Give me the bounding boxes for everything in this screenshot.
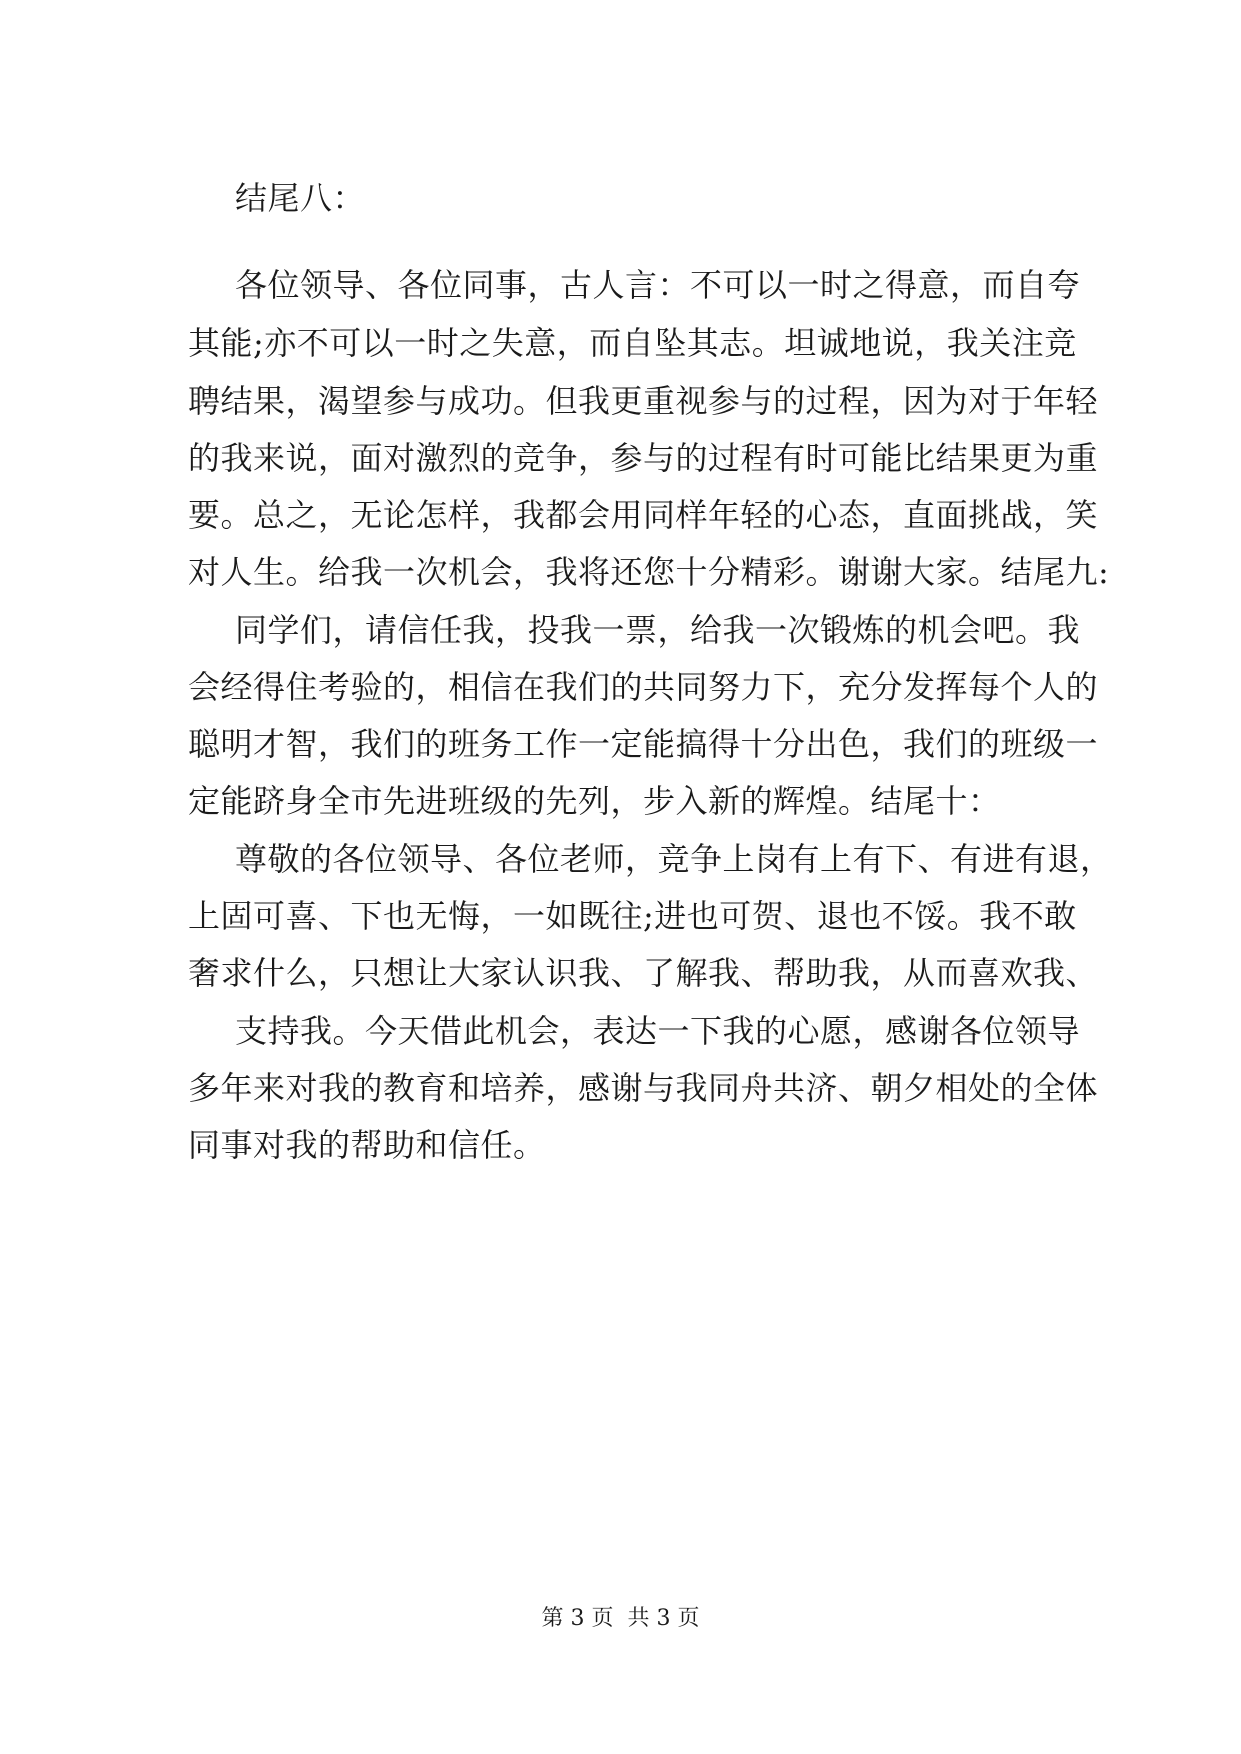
page-footer: 第 3 页 共 3 页 <box>541 1606 700 1631</box>
paragraph-line: 聪明才智，我们的班务工作一定能搞得十分出色，我们的班级一 <box>188 725 1099 763</box>
paragraph-line: 聘结果，渴望参与成功。但我更重视参与的过程，因为对于年轻 <box>188 382 1099 420</box>
paragraph-line: 上固可喜、下也无悔，一如既往;进也可贺、退也不馁。我不敢 <box>188 897 1077 935</box>
paragraph-line: 的我来说，面对激烈的竞争，参与的过程有时可能比结果更为重 <box>188 439 1099 477</box>
paragraph-line: 同学们，请信任我，投我一票，给我一次锻炼的机会吧。我 <box>235 611 1081 649</box>
paragraph-line: 对人生。给我一次机会，我将还您十分精彩。谢谢大家。结尾九: <box>188 553 1110 591</box>
heading-ending-eight: 结尾八： <box>235 179 366 217</box>
paragraph-line: 其能;亦不可以一时之失意，而自坠其志。坦诚地说，我关注竞 <box>188 324 1077 362</box>
paragraph-line: 支持我。今天借此机会，表达一下我的心愿，感谢各位领导 <box>235 1012 1081 1050</box>
paragraph-line: 要。总之，无论怎样，我都会用同样年轻的心态，直面挑战，笑 <box>188 496 1099 534</box>
paragraph-line: 定能跻身全市先进班级的先列，步入新的辉煌。结尾十： <box>188 782 1001 820</box>
paragraph-line: 同事对我的帮助和信任。 <box>188 1126 546 1164</box>
paragraph-line: 多年来对我的教育和培养，感谢与我同舟共济、朝夕相处的全体 <box>188 1069 1099 1107</box>
paragraph-line: 尊敬的各位领导、各位老师，竞争上岗有上有下、有进有退， <box>235 840 1113 878</box>
paragraph-line: 各位领导、各位同事，古人言：不可以一时之得意，而自夸 <box>235 266 1081 304</box>
paragraph-line: 会经得住考验的，相信在我们的共同努力下，充分发挥每个人的 <box>188 668 1099 706</box>
paragraph-line: 奢求什么，只想让大家认识我、了解我、帮助我，从而喜欢我、 <box>188 954 1099 992</box>
